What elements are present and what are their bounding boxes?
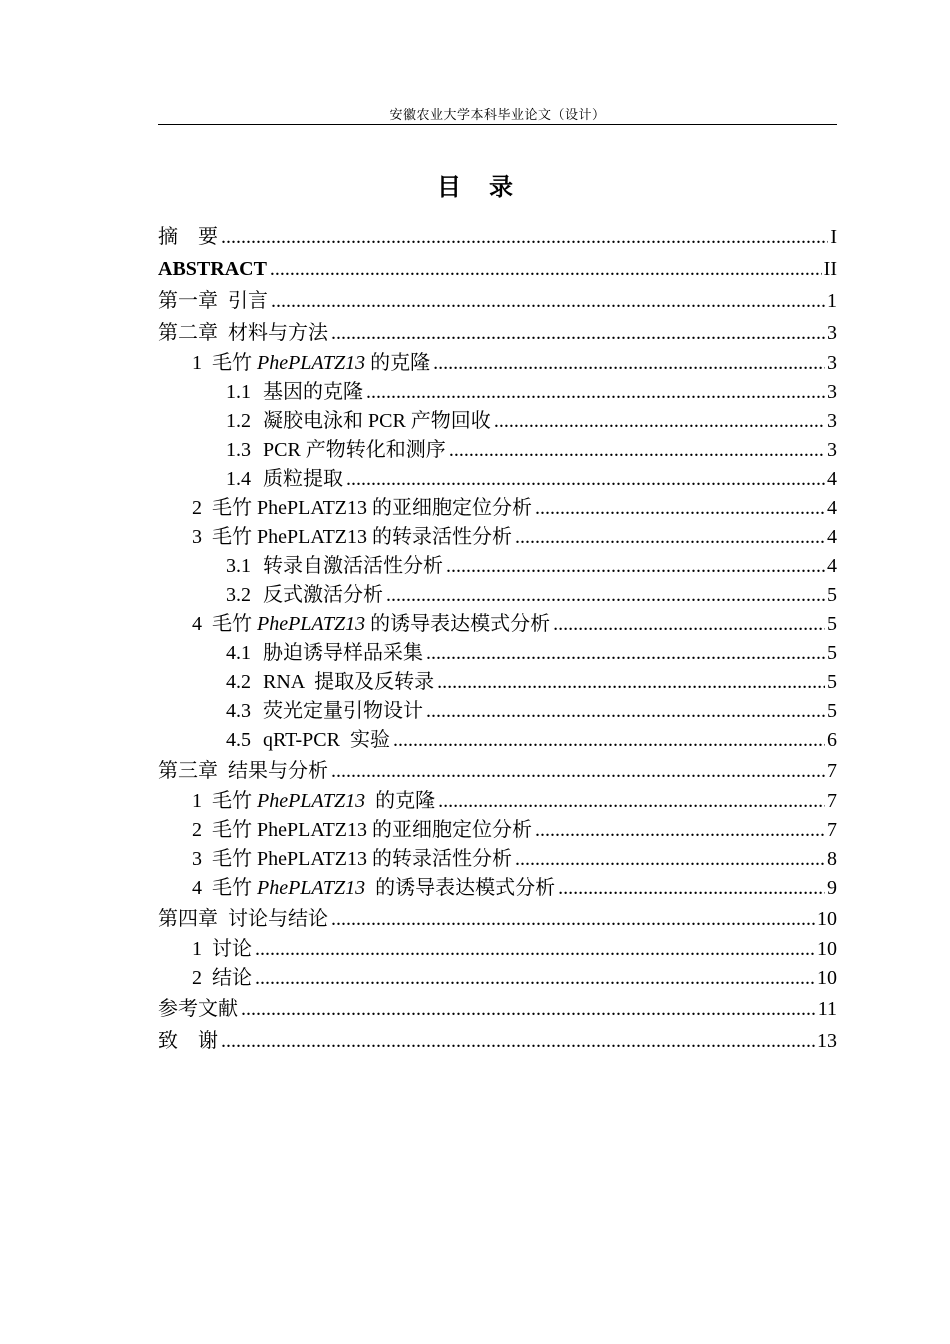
toc-entry-gene-name: PhePLATZ13 (257, 352, 366, 374)
toc-entry[interactable] (158, 285, 837, 317)
toc-entry-page-number: 4 (827, 468, 837, 490)
dot-leader (438, 787, 825, 816)
toc-entry-text-suffix: 的诱导表达模式分析 (365, 613, 551, 635)
toc-entry-text: 摘 要 (158, 226, 218, 248)
toc-entry[interactable] (158, 755, 837, 787)
toc-entry-label (226, 726, 390, 755)
toc-entry-number: 1.3 (226, 439, 251, 461)
dot-leader (426, 697, 825, 726)
toc-entry-text: 第一章 引言 (158, 290, 268, 312)
toc-entry-page-number: 3 (827, 439, 837, 461)
dot-leader (270, 253, 822, 285)
toc-entry-number: 4.2 (226, 671, 251, 693)
toc-entry[interactable] (158, 816, 837, 845)
dot-leader (449, 436, 825, 465)
toc-entry-number: 3.2 (226, 584, 251, 606)
toc-entry-text-suffix: 的克隆 (365, 352, 431, 374)
toc-entry-label (192, 935, 252, 964)
toc-entry-page-number: 5 (827, 700, 837, 722)
toc-entry-page-number: 3 (827, 381, 837, 403)
toc-entry-number: 4.3 (226, 700, 251, 722)
toc-entry-text: 第三章 结果与分析 (158, 760, 328, 782)
toc-entry[interactable] (158, 465, 837, 494)
toc-entry-text: 毛竹 PhePLATZ13 的亚细胞定位分析 (212, 497, 532, 519)
toc-entry-text: 第二章 材料与方法 (158, 322, 328, 344)
toc-entry-page-number: 10 (817, 967, 837, 989)
toc-entry-page-number: II (823, 258, 837, 280)
toc-entry-number: 3 (192, 848, 202, 870)
toc-entry-label (158, 903, 328, 935)
toc-entry-page-number: 5 (827, 671, 837, 693)
dot-leader (437, 668, 825, 697)
dot-leader (515, 523, 825, 552)
toc-entry-page-number: 7 (827, 819, 837, 841)
toc-entry-number: 4 (192, 877, 202, 899)
toc-entry-text: ABSTRACT (158, 258, 267, 280)
toc-entry-gene-name: PhePLATZ13 (257, 790, 366, 812)
toc-entry-page-number: 10 (817, 908, 837, 930)
toc-entry-page-number: 6 (827, 729, 837, 751)
header-rule (158, 124, 837, 125)
toc-entry[interactable] (158, 494, 837, 523)
toc-entry-number: 1 (192, 352, 202, 374)
dot-leader (255, 964, 815, 993)
toc-entry-number: 4.1 (226, 642, 251, 664)
toc-entry-text: 凝胶电泳和 PCR 产物回收 (263, 410, 491, 432)
toc-entry-page-number: 4 (827, 526, 837, 548)
toc-entry[interactable] (158, 378, 837, 407)
toc-entry-label (192, 349, 430, 378)
toc-entry-label (192, 523, 512, 552)
dot-leader (346, 465, 825, 494)
toc-entry-label (192, 874, 555, 903)
toc-entry[interactable] (158, 874, 837, 903)
dot-leader (331, 755, 825, 787)
toc-entry[interactable] (158, 436, 837, 465)
toc-entry[interactable] (158, 221, 837, 253)
toc-entry[interactable] (158, 964, 837, 993)
toc-entry[interactable] (158, 697, 837, 726)
toc-entry-text: 参考文献 (158, 998, 238, 1020)
dot-leader (426, 639, 825, 668)
toc-entry-gene-name: PhePLATZ13 (257, 613, 366, 635)
dot-leader (255, 935, 815, 964)
toc-entry-gene-name: PhePLATZ13 (257, 877, 366, 899)
toc-entry-page-number: 5 (827, 584, 837, 606)
toc-entry-label (158, 993, 238, 1025)
dot-leader (515, 845, 825, 874)
toc-entry-text: 质粒提取 (263, 468, 343, 490)
toc-entry-text: 反式激活分析 (263, 584, 383, 606)
toc-entry-label (158, 1025, 218, 1057)
toc-entry[interactable] (158, 787, 837, 816)
toc-entry[interactable] (158, 253, 837, 285)
toc-entry-text: 毛竹 PhePLATZ13 的转录活性分析 (212, 848, 512, 870)
dot-leader (221, 221, 828, 253)
toc-entry-label (226, 581, 383, 610)
toc-entry-label (226, 552, 443, 581)
toc-entry-label (226, 697, 423, 726)
toc-entry[interactable] (158, 845, 837, 874)
toc-entry-label (158, 221, 218, 253)
dot-leader (446, 552, 825, 581)
toc-entry[interactable] (158, 993, 837, 1025)
toc-entry[interactable] (158, 552, 837, 581)
toc-entry-text: 毛竹 (212, 352, 257, 374)
toc-entry[interactable] (158, 610, 837, 639)
toc-entry-page-number: 11 (817, 998, 837, 1020)
toc-entry-page-number: 3 (827, 352, 837, 374)
toc-entry-number: 1.2 (226, 410, 251, 432)
toc-entry-page-number: 1 (827, 290, 837, 312)
dot-leader (494, 407, 825, 436)
dot-leader (553, 610, 825, 639)
toc-entry-page-number: 5 (827, 642, 837, 664)
dot-leader (558, 874, 825, 903)
toc-entry[interactable] (158, 903, 837, 935)
dot-leader (386, 581, 825, 610)
toc-entry-label (158, 285, 268, 317)
toc-entry-text: 毛竹 PhePLATZ13 的转录活性分析 (212, 526, 512, 548)
dot-leader (241, 993, 816, 1025)
dot-leader (331, 317, 825, 349)
toc-entry-label (158, 253, 267, 285)
toc-entry-text: RNA 提取及反转录 (263, 671, 435, 693)
dot-leader (535, 816, 825, 845)
toc-entry-page-number: 4 (827, 555, 837, 577)
toc-entry-label (192, 964, 252, 993)
toc-entry-text: 毛竹 (212, 877, 257, 899)
table-of-contents (158, 221, 837, 1057)
toc-entry-label (226, 436, 446, 465)
toc-entry-label (192, 845, 512, 874)
toc-entry-number: 1 (192, 938, 202, 960)
toc-entry[interactable] (158, 1025, 837, 1057)
toc-entry-page-number: 3 (827, 322, 837, 344)
toc-entry-text-suffix: 的诱导表达模式分析 (365, 877, 556, 899)
toc-entry-text: 转录自激活活性分析 (263, 555, 443, 577)
toc-entry-text: 致 谢 (158, 1030, 218, 1052)
toc-entry-number: 1 (192, 790, 202, 812)
toc-entry-page-number: 7 (827, 760, 837, 782)
toc-entry-number: 1.1 (226, 381, 251, 403)
running-header: 安徽农业大学本科毕业论文（设计） (389, 107, 606, 122)
toc-entry[interactable] (158, 668, 837, 697)
dot-leader (221, 1025, 815, 1057)
toc-entry-number: 4 (192, 613, 202, 635)
toc-entry-page-number: 4 (827, 497, 837, 519)
toc-entry-label (226, 668, 434, 697)
toc-entry-text: 结论 (212, 967, 252, 989)
toc-entry-page-number: 7 (827, 790, 837, 812)
toc-entry-text: qRT-PCR 实验 (263, 729, 390, 751)
dot-leader (433, 349, 825, 378)
toc-entry-label (158, 317, 328, 349)
toc-entry-text: 毛竹 PhePLATZ13 的亚细胞定位分析 (212, 819, 532, 841)
toc-entry-page-number: 9 (827, 877, 837, 899)
toc-entry-label (226, 465, 343, 494)
toc-entry-number: 2 (192, 967, 202, 989)
dot-leader (271, 285, 825, 317)
toc-entry-label (226, 407, 491, 436)
toc-entry[interactable] (158, 581, 837, 610)
toc-entry-text: 第四章 讨论与结论 (158, 908, 328, 930)
toc-entry[interactable] (158, 349, 837, 378)
toc-entry-page-number: 8 (827, 848, 837, 870)
toc-entry-text: 毛竹 (212, 613, 257, 635)
dot-leader (331, 903, 815, 935)
toc-entry-number: 1.4 (226, 468, 251, 490)
toc-entry-page-number: 3 (827, 410, 837, 432)
toc-entry-number: 2 (192, 819, 202, 841)
toc-entry-text: PCR 产物转化和测序 (263, 439, 446, 461)
toc-entry-label (226, 639, 423, 668)
toc-entry-label (192, 816, 532, 845)
toc-entry-text-suffix: 的克隆 (365, 790, 436, 812)
toc-entry-page-number: I (830, 226, 837, 248)
toc-entry[interactable] (158, 407, 837, 436)
toc-entry[interactable] (158, 523, 837, 552)
toc-entry[interactable] (158, 639, 837, 668)
dot-leader (535, 494, 825, 523)
toc-entry-page-number: 5 (827, 613, 837, 635)
toc-entry-label (226, 378, 363, 407)
toc-entry[interactable] (158, 317, 837, 349)
toc-entry-page-number: 13 (817, 1030, 837, 1052)
toc-entry-text: 荧光定量引物设计 (263, 700, 423, 722)
toc-entry-number: 4.5 (226, 729, 251, 751)
toc-entry-number: 2 (192, 497, 202, 519)
toc-entry-number: 3 (192, 526, 202, 548)
dot-leader (366, 378, 825, 407)
toc-title: 目录 (437, 175, 541, 201)
toc-entry-text: 毛竹 (212, 790, 257, 812)
toc-entry-label (192, 610, 550, 639)
toc-entry-page-number: 10 (817, 938, 837, 960)
toc-entry[interactable] (158, 726, 837, 755)
toc-entry-number: 3.1 (226, 555, 251, 577)
toc-entry-text: 胁迫诱导样品采集 (263, 642, 423, 664)
toc-entry-text: 讨论 (212, 938, 252, 960)
toc-entry-text: 基因的克隆 (263, 381, 363, 403)
toc-entry-label (158, 755, 328, 787)
toc-entry-label (192, 787, 435, 816)
toc-entry-label (192, 494, 532, 523)
toc-entry[interactable] (158, 935, 837, 964)
dot-leader (393, 726, 825, 755)
